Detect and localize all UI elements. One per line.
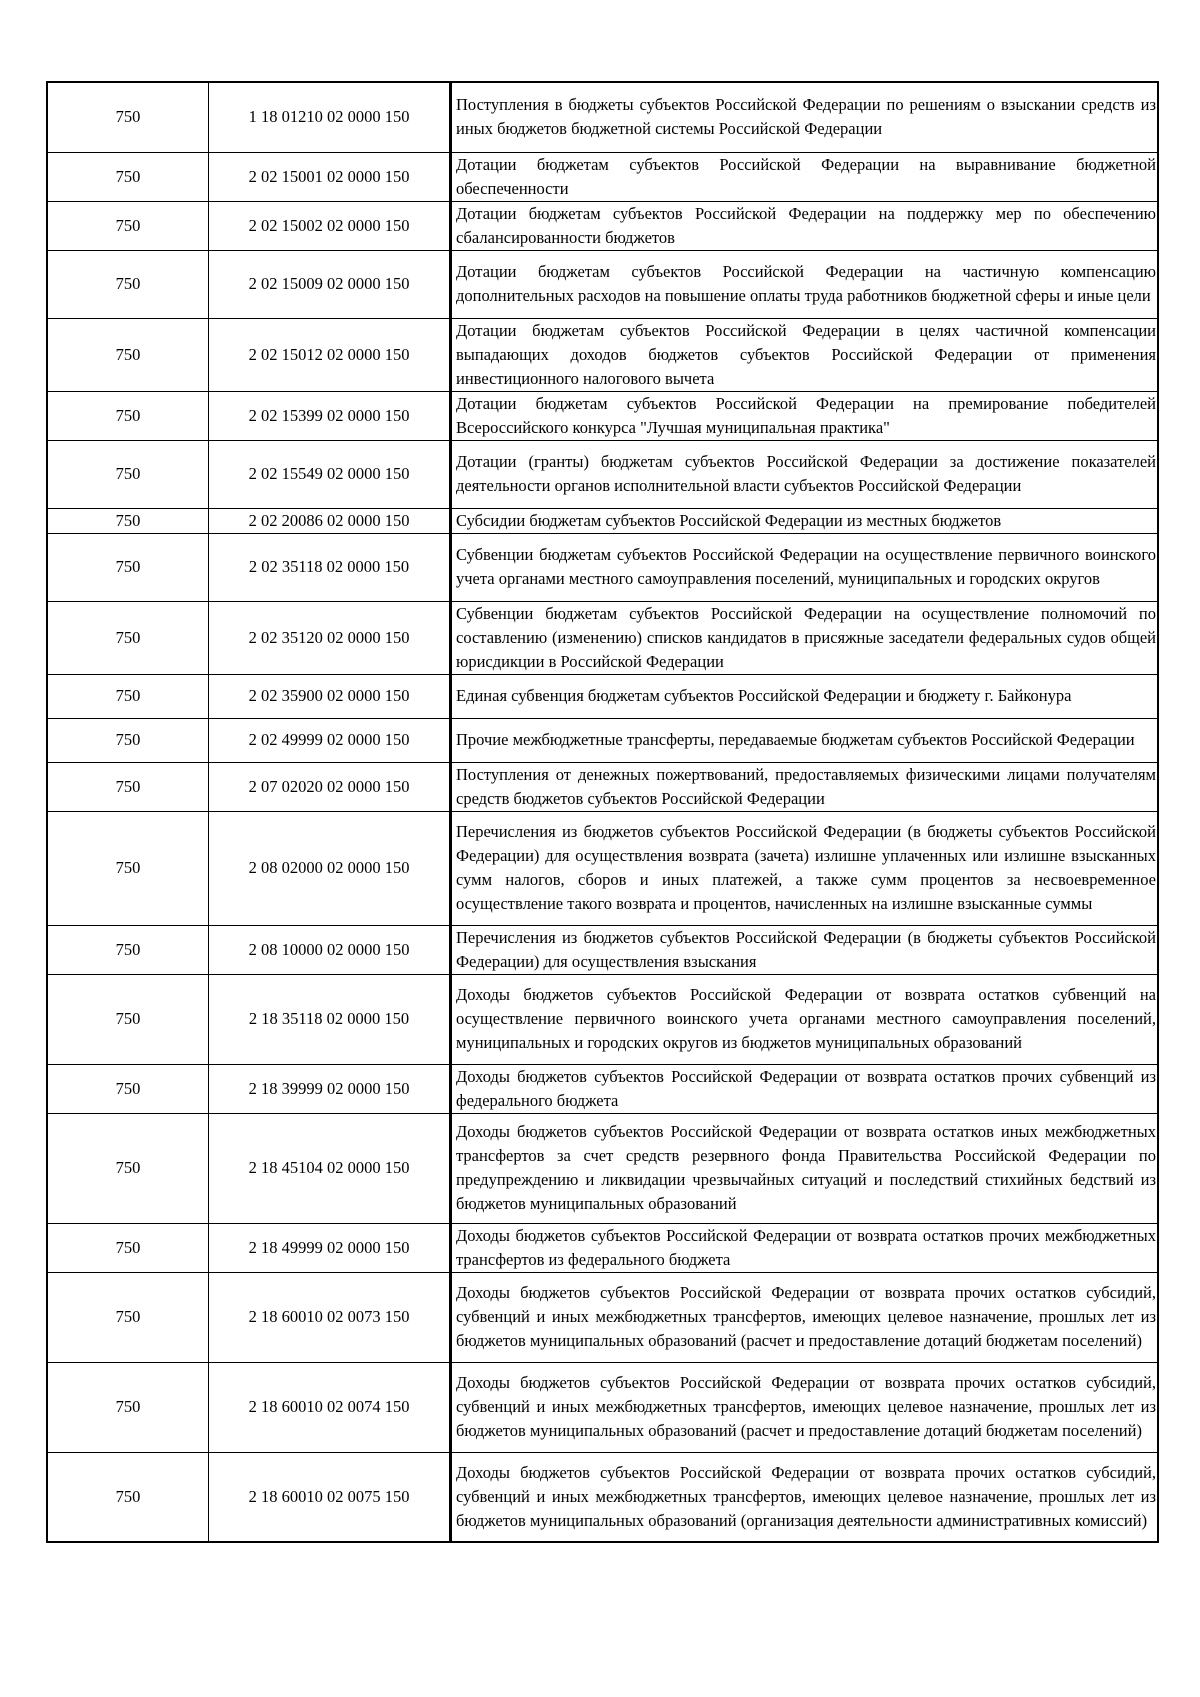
table-row [47, 318, 1158, 391]
table-row [47, 250, 1158, 318]
table-row [47, 718, 1158, 762]
revenue-name-cell: Дотации бюджетам субъектов Российской Федерации в целях частичной компенсации выпадающих доходов бюджетов субъектов Российской Федерации от применения инвестиционного налогового вычета [451, 318, 1159, 391]
admin-code-cell: 750 [47, 391, 209, 440]
revenue-name-cell: Дотации бюджетам субъектов Российской Федерации на выравнивание бюджетной обеспеченности [451, 152, 1159, 201]
revenue-codes-table [46, 81, 1159, 1543]
admin-code-cell: 750 [47, 974, 209, 1064]
revenue-name-cell: Дотации бюджетам субъектов Российской Федерации на премирование победителей Всероссийского конкурса "Лучшая муниципальная практика" [451, 391, 1159, 440]
table-row [47, 811, 1158, 925]
revenue-code-cell: 2 02 15009 02 0000 150 [209, 250, 451, 318]
revenue-code-cell: 2 18 60010 02 0073 150 [209, 1272, 451, 1362]
table-row [47, 152, 1158, 201]
revenue-code-cell: 2 02 15002 02 0000 150 [209, 201, 451, 250]
admin-code-cell: 750 [47, 82, 209, 152]
admin-code-cell: 750 [47, 152, 209, 201]
revenue-code-cell: 2 02 49999 02 0000 150 [209, 718, 451, 762]
admin-code-cell: 750 [47, 1064, 209, 1113]
admin-code-cell: 750 [47, 1113, 209, 1223]
admin-code-cell: 750 [47, 1223, 209, 1272]
admin-code-cell: 750 [47, 1272, 209, 1362]
table-row [47, 601, 1158, 674]
revenue-code-cell: 2 07 02020 02 0000 150 [209, 762, 451, 811]
revenue-name-cell: Субвенции бюджетам субъектов Российской Федерации на осуществление полномочий по составлению (изменению) списков кандидатов в присяжные заседатели федеральных судов общей юрисдикции в Российской Федерации [451, 601, 1159, 674]
admin-code-cell: 750 [47, 811, 209, 925]
revenue-name-cell: Дотации бюджетам субъектов Российской Федерации на частичную компенсацию дополнительных расходов на повышение оплаты труда работников бюджетной сферы и иные цели [451, 250, 1159, 318]
table-row [47, 201, 1158, 250]
table-row [47, 1113, 1158, 1223]
table-row [47, 391, 1158, 440]
revenue-code-cell: 2 18 60010 02 0075 150 [209, 1452, 451, 1542]
revenue-name-cell: Доходы бюджетов субъектов Российской Федерации от возврата прочих остатков субсидий, субвенций и иных межбюджетных трансфертов, имеющих целевое назначение, прошлых лет из бюджетов муниципальных образований (расчет и предоставление дотаций бюджетам поселений) [451, 1362, 1159, 1452]
admin-code-cell: 750 [47, 250, 209, 318]
revenue-code-cell: 2 02 35900 02 0000 150 [209, 674, 451, 718]
revenue-code-cell: 2 18 35118 02 0000 150 [209, 974, 451, 1064]
revenue-code-cell: 2 18 39999 02 0000 150 [209, 1064, 451, 1113]
revenue-code-cell: 1 18 01210 02 0000 150 [209, 82, 451, 152]
table-row [47, 82, 1158, 152]
table-row [47, 674, 1158, 718]
revenue-name-cell: Доходы бюджетов субъектов Российской Федерации от возврата прочих остатков субсидий, субвенций и иных межбюджетных трансфертов, имеющих целевое назначение, прошлых лет из бюджетов муниципальных образований (расчет и предоставление дотаций бюджетам поселений) [451, 1272, 1159, 1362]
revenue-name-cell: Субсидии бюджетам субъектов Российской Федерации из местных бюджетов [451, 508, 1159, 533]
revenue-code-cell: 2 02 15001 02 0000 150 [209, 152, 451, 201]
revenue-name-cell: Поступления в бюджеты субъектов Российской Федерации по решениям о взыскании средств из иных бюджетов бюджетной системы Российской Федерации [451, 82, 1159, 152]
revenue-code-cell: 2 18 45104 02 0000 150 [209, 1113, 451, 1223]
admin-code-cell: 750 [47, 533, 209, 601]
table-row [47, 1452, 1158, 1542]
revenue-name-cell: Доходы бюджетов субъектов Российской Федерации от возврата остатков иных межбюджетных трансфертов за счет средств резервного фонда Правительства Российской Федерации по предупреждению и ликвидации чрезвычайных ситуаций и последствий стихийных бедствий из бюджетов муниципальных образований [451, 1113, 1159, 1223]
admin-code-cell: 750 [47, 201, 209, 250]
table-row [47, 533, 1158, 601]
revenue-name-cell: Доходы бюджетов субъектов Российской Федерации от возврата прочих остатков субсидий, субвенций и иных межбюджетных трансфертов, имеющих целевое назначение, прошлых лет из бюджетов муниципальных образований (организация деятельности административных комиссий) [451, 1452, 1159, 1542]
revenue-name-cell: Дотации бюджетам субъектов Российской Федерации на поддержку мер по обеспечению сбалансированности бюджетов [451, 201, 1159, 250]
revenue-code-cell: 2 18 60010 02 0074 150 [209, 1362, 451, 1452]
revenue-code-cell: 2 08 02000 02 0000 150 [209, 811, 451, 925]
table-row [47, 925, 1158, 974]
document-page [46, 81, 1159, 1543]
revenue-code-cell: 2 18 49999 02 0000 150 [209, 1223, 451, 1272]
admin-code-cell: 750 [47, 508, 209, 533]
revenue-name-cell: Единая субвенция бюджетам субъектов Российской Федерации и бюджету г. Байконура [451, 674, 1159, 718]
revenue-name-cell: Прочие межбюджетные трансферты, передаваемые бюджетам субъектов Российской Федерации [451, 718, 1159, 762]
admin-code-cell: 750 [47, 718, 209, 762]
revenue-name-cell: Доходы бюджетов субъектов Российской Федерации от возврата остатков прочих субвенций из федерального бюджета [451, 1064, 1159, 1113]
revenue-code-cell: 2 02 15399 02 0000 150 [209, 391, 451, 440]
table-row [47, 508, 1158, 533]
admin-code-cell: 750 [47, 601, 209, 674]
table-row [47, 974, 1158, 1064]
revenue-name-cell: Перечисления из бюджетов субъектов Российской Федерации (в бюджеты субъектов Российской Федерации) для осуществления взыскания [451, 925, 1159, 974]
revenue-name-cell: Доходы бюджетов субъектов Российской Федерации от возврата остатков прочих межбюджетных трансфертов из федерального бюджета [451, 1223, 1159, 1272]
table-row [47, 1223, 1158, 1272]
admin-code-cell: 750 [47, 318, 209, 391]
revenue-code-cell: 2 02 15549 02 0000 150 [209, 440, 451, 508]
revenue-name-cell: Субвенции бюджетам субъектов Российской Федерации на осуществление первичного воинского учета органами местного самоуправления поселений, муниципальных и городских округов [451, 533, 1159, 601]
admin-code-cell: 750 [47, 1452, 209, 1542]
admin-code-cell: 750 [47, 440, 209, 508]
revenue-code-cell: 2 02 35120 02 0000 150 [209, 601, 451, 674]
revenue-code-cell: 2 02 20086 02 0000 150 [209, 508, 451, 533]
revenue-code-cell: 2 08 10000 02 0000 150 [209, 925, 451, 974]
revenue-name-cell: Перечисления из бюджетов субъектов Российской Федерации (в бюджеты субъектов Российской Федерации) для осуществления возврата (зачета) излишне уплаченных или излишне взысканных сумм налогов, сборов и иных платежей, а также сумм процентов за несвоевременное осуществление такого возврата и процентов, начисленных на излишне взысканные суммы [451, 811, 1159, 925]
table-row [47, 1064, 1158, 1113]
admin-code-cell: 750 [47, 1362, 209, 1452]
admin-code-cell: 750 [47, 762, 209, 811]
admin-code-cell: 750 [47, 925, 209, 974]
admin-code-cell: 750 [47, 674, 209, 718]
table-row [47, 762, 1158, 811]
revenue-name-cell: Доходы бюджетов субъектов Российской Федерации от возврата остатков субвенций на осуществление первичного воинского учета органами местного самоуправления поселений, муниципальных и городских округов из бюджетов муниципальных образований [451, 974, 1159, 1064]
table-row [47, 1362, 1158, 1452]
revenue-code-cell: 2 02 15012 02 0000 150 [209, 318, 451, 391]
revenue-name-cell: Дотации (гранты) бюджетам субъектов Российской Федерации за достижение показателей деятельности органов исполнительной власти субъектов Российской Федерации [451, 440, 1159, 508]
table-row [47, 1272, 1158, 1362]
revenue-code-cell: 2 02 35118 02 0000 150 [209, 533, 451, 601]
table-row [47, 440, 1158, 508]
revenue-name-cell: Поступления от денежных пожертвований, предоставляемых физическими лицами получателям средств бюджетов субъектов Российской Федерации [451, 762, 1159, 811]
table-body [47, 82, 1158, 1542]
